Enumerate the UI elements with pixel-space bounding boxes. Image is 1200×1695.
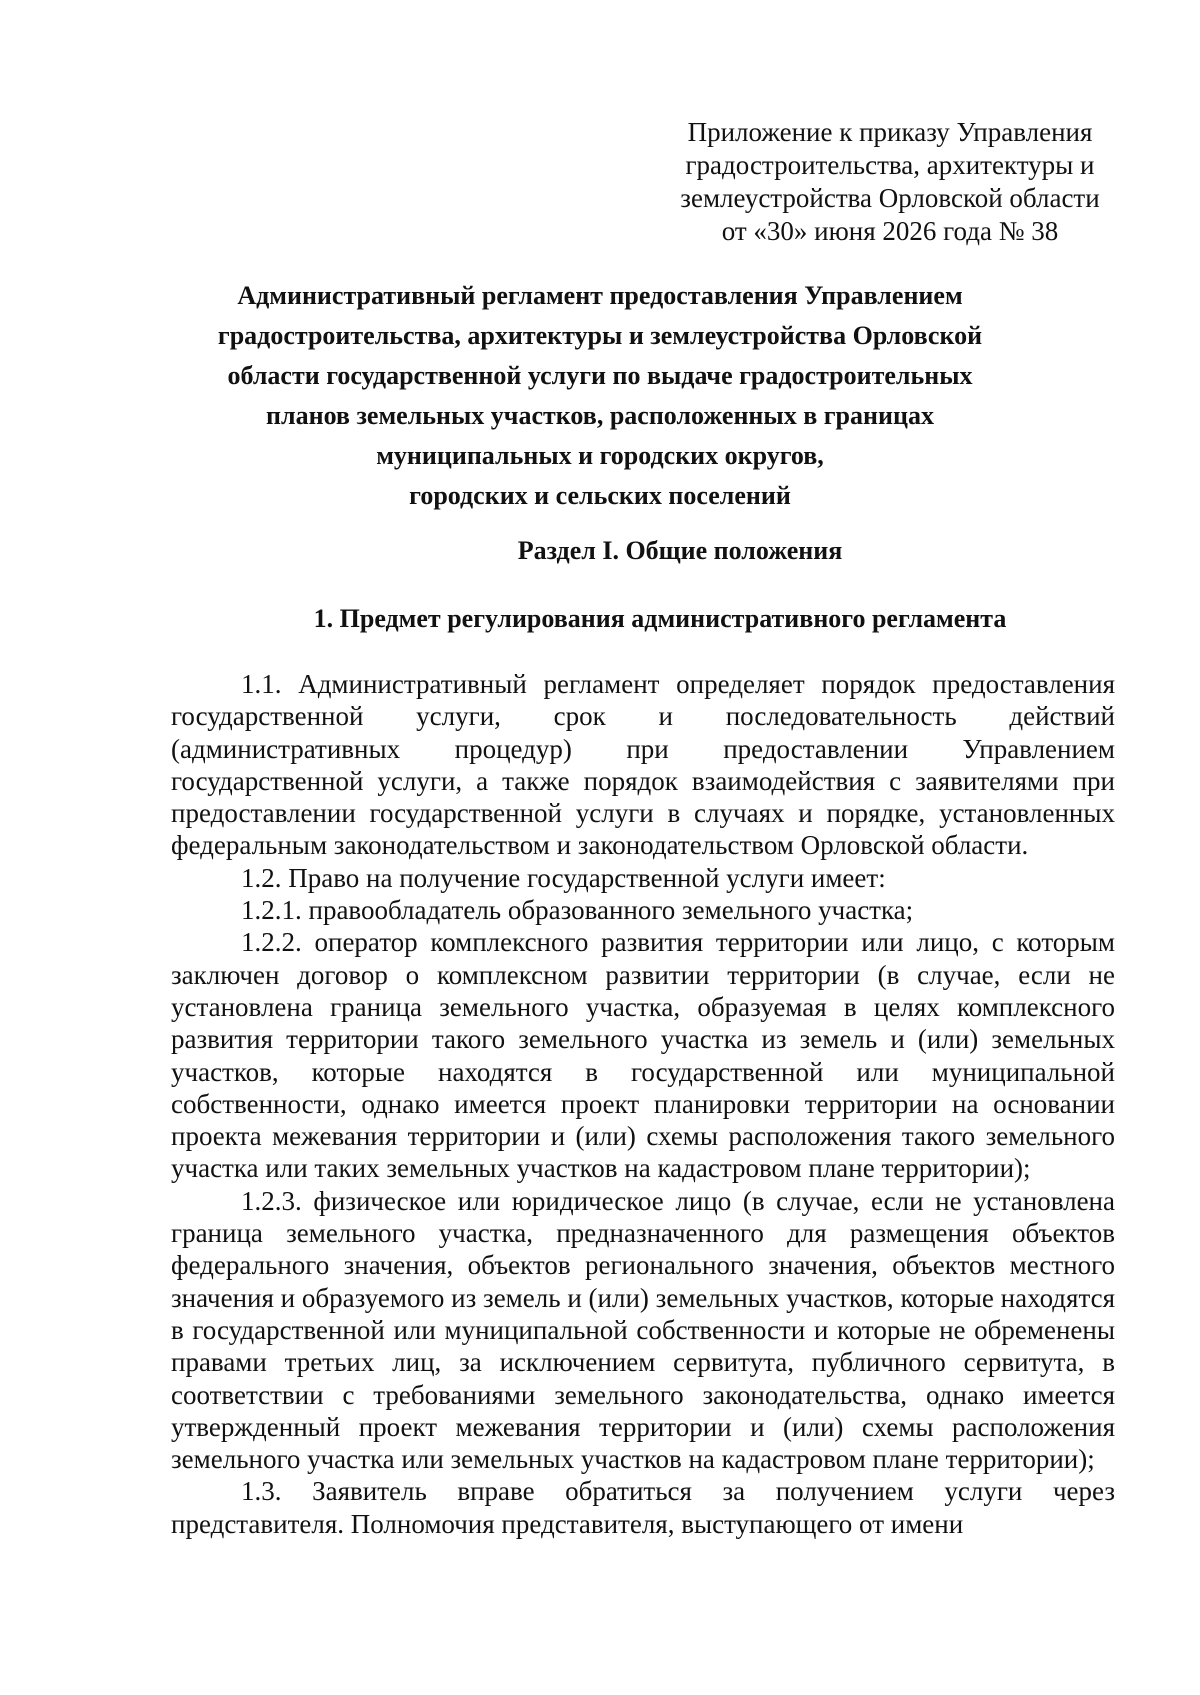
- annex-line: от «30» июня 2026 года № 38: [721, 216, 1059, 246]
- title-line: области государственной услуги по выдаче градостроительных: [227, 361, 973, 390]
- subsection-heading: 1. Предмет регулирования административного регламента: [313, 604, 1007, 633]
- paragraph: 1.2.1. правообладатель образованного земельного участка;: [241, 895, 914, 926]
- title-line: городских и сельских поселений: [409, 481, 791, 510]
- title-line: планов земельных участков, расположенных в границах: [266, 401, 934, 430]
- annex-header: [660, 116, 1120, 248]
- paragraph: 1.2. Право на получение государственной услуги имеет:: [241, 862, 886, 893]
- document-title: [150, 276, 1050, 516]
- annex-line: Приложение к приказу Управления: [687, 117, 1093, 147]
- title-line: муниципальных и городских округов,: [376, 441, 824, 470]
- paragraph: 1.2.2. оператор комплексного развития территории или лицо, с которым заключен договор о комплексном развитии территории (в случае, если не установлена граница земельного участка, образуемая в целях комплексного развития территории такого земельного участка из земель и (или) земельных участков, которые находятся в государственной или муниципальной собственности, однако имеется проект планировки территории на основании проекта межевания территории и (или) схемы расположения такого земельного участка или таких земельных участков на кадастровом плане территории);: [171, 927, 1115, 1184]
- title-line: градостроительства, архитектуры и землеустройства Орловской: [217, 321, 983, 350]
- title-line: Административный регламент предоставления Управлением: [237, 281, 963, 310]
- paragraph: 1.1. Административный регламент определяет порядок предоставления государственной услуги, срок и последовательность действий (административных процедур) при предоставлении Управлением государственной услуги, а также порядок взаимодействия с заявителями при предоставлении государственной услуги в случаях и порядке, установленных федеральным законодательством и законодательством Орловской области.: [171, 669, 1115, 861]
- annex-line: градостроительства, архитектуры и: [685, 150, 1095, 180]
- body-text: [171, 668, 1115, 1540]
- paragraph: 1.2.3. физическое или юридическое лицо (в случае, если не установлена граница земельного участка, предназначенного для размещения объектов федерального значения, объектов регионального значения, объектов местного значения и образуемого из земель и (или) земельных участков, которые находятся в государственной или муниципальной собственности и которые не обременены правами третьих лиц, за исключением сервитута, публичного сервитута, в соответствии с требованиями земельного законодательства, однако имеется утвержденный проект межевания территории и (или) схемы расположения земельного участка или земельных участков на кадастровом плане территории);: [171, 1185, 1115, 1475]
- paragraph: 1.3. Заявитель вправе обратиться за получением услуги через представителя. Полномочия представителя, выступающего от имени: [171, 1476, 1115, 1539]
- annex-line: землеустройства Орловской области: [680, 183, 1100, 213]
- section-heading: Раздел I. Общие положения: [517, 536, 843, 565]
